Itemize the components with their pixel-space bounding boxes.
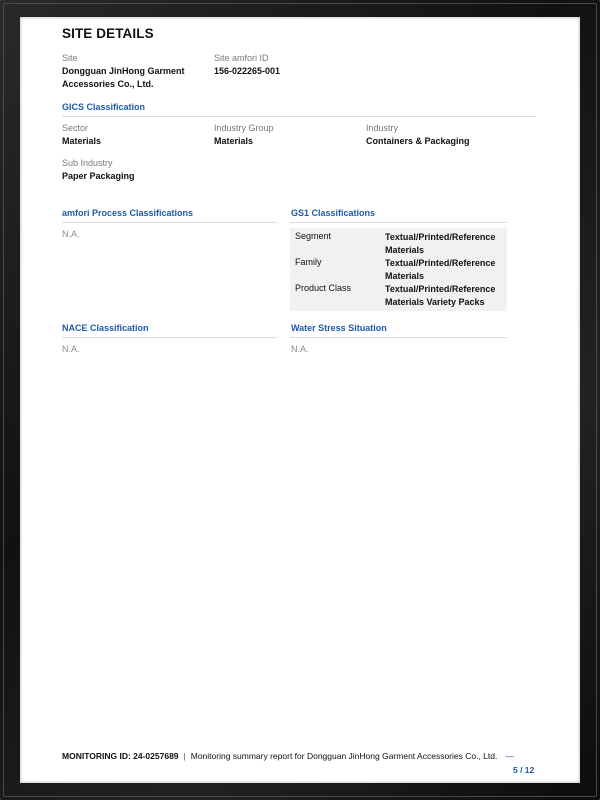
site-id-label: Site amfori ID [214,53,269,63]
amfori-process-value: N.A. [62,229,80,239]
industry-group-value: Materials [214,136,254,146]
water-stress-divider [290,337,507,338]
gs1-key: Segment [295,231,332,241]
page-title: SITE DETAILS [62,26,154,41]
gs1-value-line1: Textual/Printed/Reference [385,284,496,294]
footer-dash: — [505,751,514,761]
footer-summary: Monitoring summary report for Dongguan JinHong Garment Accessories Co., Ltd. [190,751,498,761]
gics-heading: GICS Classification [62,102,146,112]
site-id-value: 156-022265-001 [214,66,281,76]
sub-industry-value: Paper Packaging [62,171,135,181]
gs1-value-line2: Materials [385,245,425,255]
nace-heading: NACE Classification [62,323,149,333]
gs1-value-line2: Materials [385,271,425,281]
amfori-process-heading: amfori Process Classifications [62,208,194,218]
gs1-key: Family [295,257,322,267]
footer-separator: | [183,751,186,761]
sector-label: Sector [62,123,89,133]
gs1-value-line2: Materials Variety Packs [385,297,485,307]
gs1-value [385,283,505,309]
gs1-value-line1: Textual/Printed/Reference [385,258,496,268]
site-value [62,65,202,91]
gs1-value [385,257,505,283]
page-number: 5 / 12 [513,765,535,775]
nace-divider [62,337,277,338]
site-label: Site [62,53,78,63]
gs1-value-line1: Textual/Printed/Reference [385,232,496,242]
site-value-line2: Accessories Co., Ltd. [62,79,154,89]
industry-group-label: Industry Group [214,123,274,133]
industry-value: Containers & Packaging [366,136,470,146]
water-stress-heading: Water Stress Situation [291,323,387,333]
gs1-divider [290,222,507,223]
site-value-line1: Dongguan JinHong Garment [62,66,185,76]
sub-industry-label: Sub Industry [62,158,113,168]
footer [62,751,514,761]
gs1-value [385,231,505,257]
monitoring-id: MONITORING ID: 24-0257689 [62,751,179,761]
industry-label: Industry [366,123,399,133]
amfori-process-divider [62,222,277,223]
document-page [20,17,580,783]
gs1-key: Product Class [295,283,352,293]
nace-value: N.A. [62,344,80,354]
water-stress-value: N.A. [291,344,309,354]
gics-divider [62,116,536,117]
gs1-heading: GS1 Classifications [291,208,376,218]
gs1-table [290,228,507,311]
sector-value: Materials [62,136,102,146]
